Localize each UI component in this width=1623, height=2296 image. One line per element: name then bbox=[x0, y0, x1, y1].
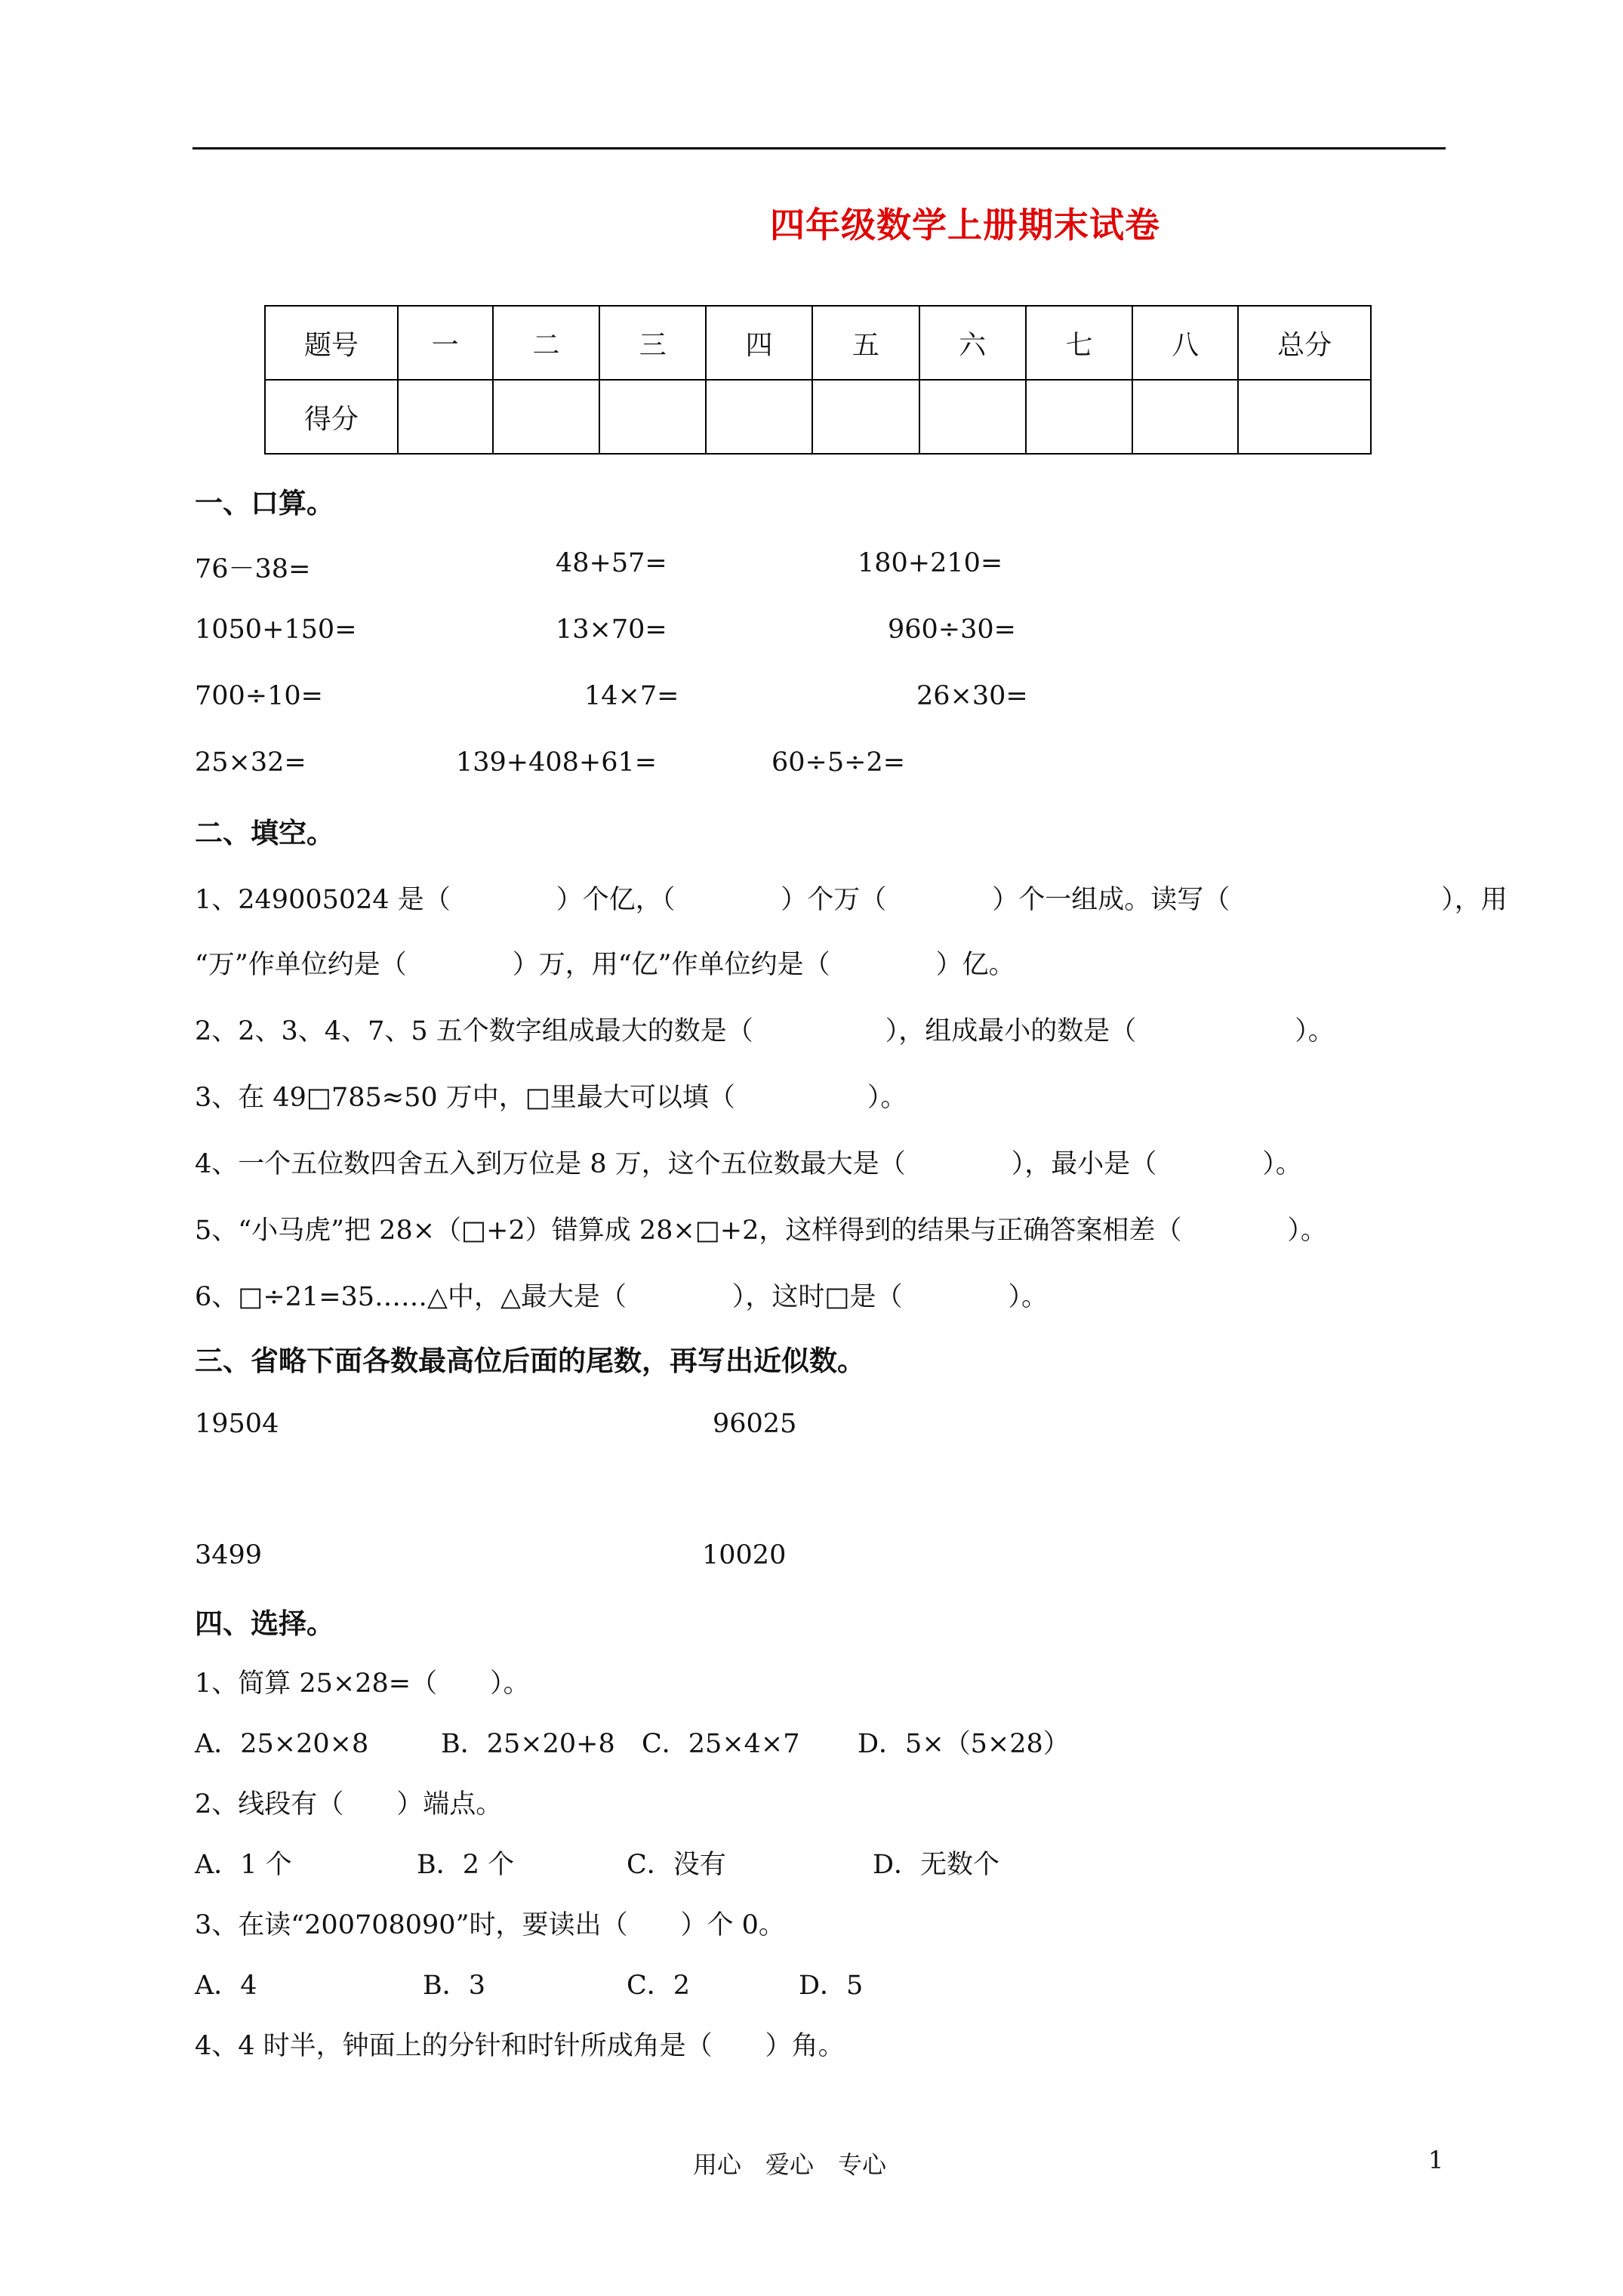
section3-heading: 三、省略下面各数最高位后面的尾数，再写出近似数。 bbox=[195, 1345, 865, 1377]
choice-option: C．25×4×7 bbox=[642, 1729, 800, 1759]
calc-item: 960÷30= bbox=[888, 615, 1016, 645]
calc-item: 700÷10= bbox=[195, 681, 323, 711]
score-cell[interactable] bbox=[493, 380, 600, 454]
approx-number: 10020 bbox=[702, 1540, 787, 1570]
fill-question: 3、在 49□785≈50 万中，□里最大可以填（ ）。 bbox=[195, 1083, 907, 1113]
score-table-score-row bbox=[265, 380, 1371, 454]
choice-option: C．没有 bbox=[627, 1850, 726, 1880]
choice-question: 3、在读“200708090”时，要读出（ ）个 0。 bbox=[195, 1910, 785, 1940]
score-table-header-label: 题号 bbox=[265, 306, 398, 380]
choice-option: A．4 bbox=[195, 1971, 257, 2001]
section4-heading: 四、选择。 bbox=[195, 1607, 334, 1640]
score-table-col-total: 总分 bbox=[1238, 306, 1371, 380]
choice-option: B．3 bbox=[423, 1971, 485, 2001]
fill-question: 5、“小马虎”把 28×（□+2）错算成 28×□+2，这样得到的结果与正确答案相差（ ）。 bbox=[195, 1216, 1327, 1246]
choice-option: D．5×（5×28） bbox=[858, 1729, 1070, 1759]
page-title: 四年级数学上册期末试卷 bbox=[770, 205, 1160, 245]
calc-item: 180+210= bbox=[858, 548, 1003, 578]
score-table-col: 一 bbox=[398, 306, 493, 380]
score-cell[interactable] bbox=[812, 380, 919, 454]
score-cell[interactable] bbox=[599, 380, 706, 454]
score-cell-total[interactable] bbox=[1238, 380, 1371, 454]
choice-option: D．5 bbox=[799, 1971, 864, 2001]
calc-item: 25×32= bbox=[195, 747, 306, 778]
score-table-col: 五 bbox=[812, 306, 919, 380]
choice-question: 4、4 时半，钟面上的分针和时针所成角是（ ）角。 bbox=[195, 2031, 845, 2061]
fill-question: 2、2、3、4、7、5 五个数字组成最大的数是（ ），组成最小的数是（ ）。 bbox=[195, 1016, 1335, 1046]
score-table-col: 四 bbox=[706, 306, 812, 380]
choice-question: 2、线段有（ ）端点。 bbox=[195, 1789, 503, 1820]
score-cell[interactable] bbox=[1132, 380, 1238, 454]
calc-item: 14×7= bbox=[584, 681, 679, 711]
choice-option: B．25×20+8 bbox=[441, 1729, 615, 1759]
score-table bbox=[264, 305, 1372, 455]
choice-option: C．2 bbox=[627, 1971, 691, 2001]
score-table-header-row bbox=[265, 306, 1371, 380]
approx-number: 3499 bbox=[195, 1540, 263, 1570]
calc-item: 76－38= bbox=[195, 554, 311, 584]
score-cell[interactable] bbox=[919, 380, 1026, 454]
calc-item: 26×30= bbox=[916, 681, 1028, 711]
calc-item: 48+57= bbox=[556, 548, 667, 578]
score-table-col: 二 bbox=[493, 306, 600, 380]
fill-question: 1、249005024 是（ ）个亿，（ ）个万（ ）个一组成。读写（ ），用 bbox=[195, 885, 1508, 915]
choice-question: 1、简算 25×28=（ ）。 bbox=[195, 1669, 530, 1699]
choice-option: A．1 个 bbox=[195, 1850, 292, 1880]
calc-item: 60÷5÷2= bbox=[771, 747, 906, 778]
footer-motto: 用心 爱心 专心 bbox=[693, 2150, 887, 2179]
approx-number: 19504 bbox=[195, 1409, 279, 1439]
choice-option: D．无数个 bbox=[873, 1850, 1000, 1880]
approx-number: 96025 bbox=[713, 1409, 797, 1439]
header-rule bbox=[192, 147, 1446, 149]
score-cell[interactable] bbox=[1026, 380, 1133, 454]
calc-item: 139+408+61= bbox=[456, 747, 658, 778]
fill-question: 4、一个五位数四舍五入到万位是 8 万，这个五位数最大是（ ），最小是（ ）。 bbox=[195, 1149, 1302, 1179]
fill-question: 6、□÷21=35……△中，△最大是（ ），这时□是（ ）。 bbox=[195, 1282, 1048, 1312]
fill-question: “万”作单位约是（ ）万，用“亿”作单位约是（ ）亿。 bbox=[195, 950, 1015, 980]
score-table-col: 三 bbox=[599, 306, 706, 380]
score-table-col: 六 bbox=[919, 306, 1026, 380]
score-table-col: 七 bbox=[1026, 306, 1133, 380]
page-number: 1 bbox=[1428, 2146, 1444, 2174]
score-table-col: 八 bbox=[1132, 306, 1238, 380]
choice-option: A．25×20×8 bbox=[195, 1729, 369, 1759]
section2-heading: 二、填空。 bbox=[195, 817, 334, 849]
calc-item: 1050+150= bbox=[195, 615, 357, 645]
score-cell[interactable] bbox=[706, 380, 812, 454]
section1-heading: 一、口算。 bbox=[195, 487, 334, 519]
calc-item: 13×70= bbox=[556, 615, 667, 645]
score-table-row-label: 得分 bbox=[265, 380, 398, 454]
score-cell[interactable] bbox=[398, 380, 493, 454]
choice-option: B．2 个 bbox=[417, 1850, 515, 1880]
